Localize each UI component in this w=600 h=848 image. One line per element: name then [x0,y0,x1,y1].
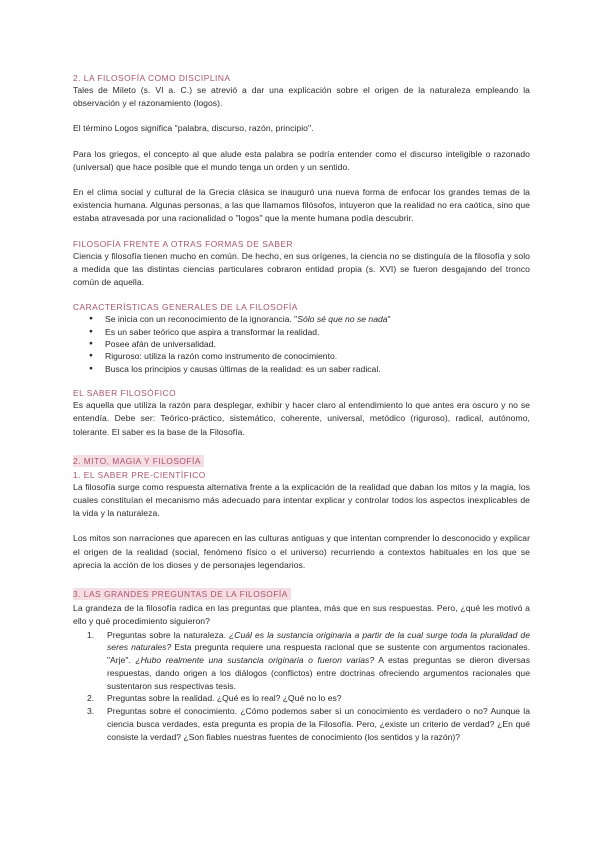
paragraph-ciencia-filosofia: Ciencia y filosofía tienen mucho en común. De hecho, en sus orígenes, la ciencia no se distinguía de la filosofía y solo a medida que las distintas ciencias particulares cobraron entidad propia (s. XVI) se fueron desgajando del tronco común de aquella. [73,250,530,288]
section-heading-filosofia-frente: FILOSOFÍA FRENTE A OTRAS FORMAS DE SABER [73,238,294,249]
section-heading-filosofia-disciplina: 2. LA FILOSOFÍA COMO DISCIPLINA [73,73,231,83]
list-item: ● Es un saber teórico que aspira a transformar la realidad. [105,326,530,338]
subheading-saber-precientifico: 1. EL SABER PRE-CIENTÍFICO [73,469,206,480]
list-item: 1. Preguntas sobre la naturaleza. ¿Cuál es la sustancia originaria a partir de la cual surge toda la pluralidad de seres naturales? Esta pregunta requiere una respuesta racional que se sustente con argumentos racionales. "Arje". ¿Hubo realmente una sustancia originaria o fueron varias? A estas preguntas se dieron diversas respuestas, dando origen a los diálogos (conflictos) entre doctrinas ofreciendo argumentos racionales que sustentaron sus respectivas tesis. [87,629,530,691]
list-item: 2. Preguntas sobre la realidad. ¿Qué es lo real? ¿Qué no lo es? [87,693,342,704]
section-heading-caracteristicas: CARACTERÍSTICAS GENERALES DE LA FILOSOFÍA [73,302,298,313]
section-heading-mito-magia: 2. MITO, MAGIA Y FILOSOFÍA [73,455,204,467]
questions-list [73,629,530,744]
list-item: ● Posee afán de universalidad. [105,338,530,350]
paragraph-mitos: Los mitos son narraciones que aparecen en las culturas antiguas y que intentan comprender lo desconocido y explicar el origen de la realidad (social, fenómeno físico o el universo) recurriendo a contextos habituales en los que se aprecia la acción de los dioses y de personajes legendarios. [73,533,530,570]
paragraph-tales: Tales de Mileto (s. VI a. C.) se atrevió a dar una explicación sobre el origen de la naturaleza empleando la observación y el razonamiento (logos). [73,85,530,109]
paragraph-griegos: Para los griegos, el concepto al que alude esta palabra se podría entender como el discurso inteligible o razonado (universal) que hace posible que el mundo tenga un orden y un sentido. [73,148,530,172]
list-item: ● Riguroso: utiliza la razón como instrumento de conocimiento. [105,350,530,362]
characteristics-list [73,313,530,375]
section-heading-grandes-preguntas: 3. LAS GRANDES PREGUNTAS DE LA FILOSOFÍA [73,588,291,600]
list-item: 3. Preguntas sobre el conocimiento. ¿Cómo podemos saber si un conocimiento es verdadero o no? Aunque la ciencia busca verdades, esta pregunta es propia de la Filosofía. Pero, ¿existe un criterio de verdad? ¿En qué consiste la verdad? ¿Son fiables nuestras fuentes de conocimiento (los sentidos y la razón)? [87,706,530,742]
paragraph-saber-filosofico: Es aquella que utiliza la razón para desplegar, exhibir y hacer claro al entendimiento lo que antes era oscuro y no se entendía. Debe ser: Teórico-práctico, sistemático, coherente, universal, metódico (riguroso), radical, autónomo, tolerante. El saber es la base de la Filosofía. [73,400,530,437]
paragraph-logos-definition: El término Logos significa "palabra, discurso, razón, principio". [73,123,314,134]
section-heading-saber-filosofico: EL SABER FILOSÓFICO [73,388,177,399]
list-item: ● Busca los principios y causas últimas de la realidad: es un saber radical. [105,363,530,375]
list-item: ● Se inicia con un reconocimiento de la ignorancia. "Sólo sé que no se nada" [105,313,530,325]
paragraph-grecia-clasica: En el clima social y cultural de la Grecia clásica se inauguró una nueva forma de enfocar los grandes temas de la existencia humana. Algunas personas, a las que llamamos filósofos, intuyeron que la realidad no era caótica, sino que estaba atravesada por una racionalidad o "logos" que la mente humana podía descubrir. [73,187,530,224]
paragraph-grandeza: La grandeza de la filosofía radica en las preguntas que plantea, más que en sus respuestas. Pero, ¿qué les motivó a ello y qué procedimiento siguieron? [73,603,530,627]
paragraph-filosofia-surge: La filosofía surge como respuesta alternativa frente a la explicación de la realidad que daban los mitos y la magia, los cuales constituían el mecanismo más adecuado para intentar explicar y controlar todos los aspectos inexplicables de la vida y la naturaleza. [73,481,530,519]
